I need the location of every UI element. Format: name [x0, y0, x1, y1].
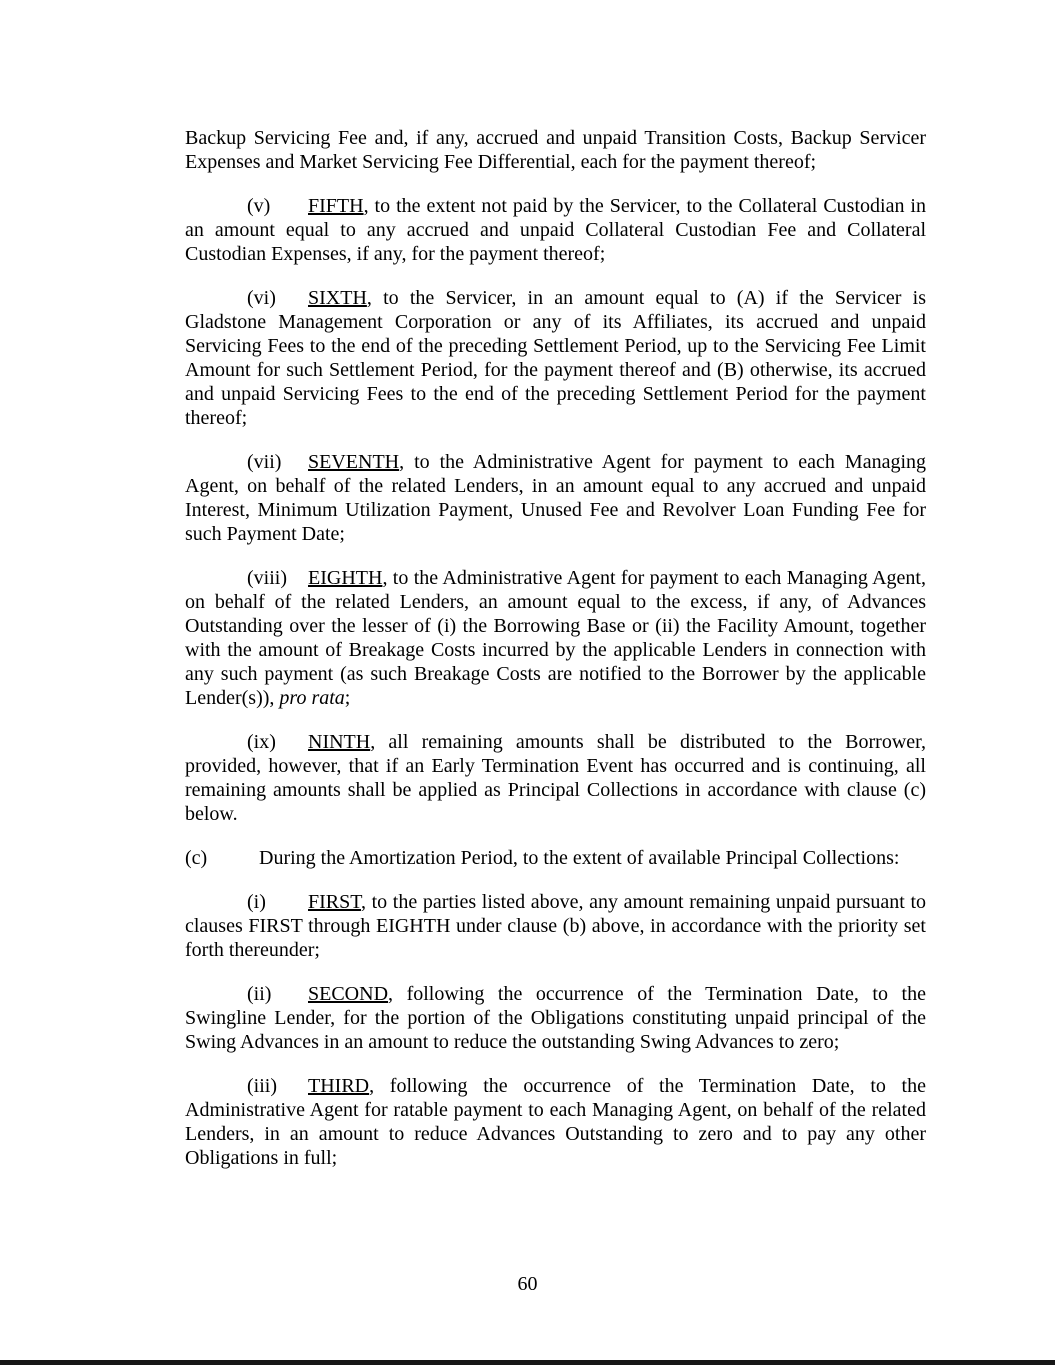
item-term: FIRST — [308, 891, 361, 913]
item-text: , to the extent not paid by the Servicer, to the Collateral Custodian in an amount equal to any accrued and unpaid Collateral Custodian Fee and Collateral Custodian Expenses, if any, for the payment thereof; — [185, 195, 926, 265]
item-text: , to the Servicer, in an amount equal to (A) if the Servicer is Gladstone Management Corporation or any of its Affiliates, its accrued and unpaid Servicing Fees to the end of the preceding Settlement Period, up to the Servicing Fee Limit Amount for such Settlement Period, for the payment thereof and (B) otherwise, its accrued and unpaid Servicing Fees to the end of the preceding Settlement Period for the payment thereof; — [185, 287, 926, 429]
item-label: (v) — [247, 195, 271, 217]
paragraph-item-ii — [185, 982, 926, 1054]
item-text-italic: pro rata — [279, 687, 345, 709]
item-text: , following the occurrence of the Termination Date, to the Administrative Agent for ratable payment to each Managing Agent, on behalf of the related Lenders, in an amount to reduce Advances Outstanding to zero and to pay any other Obligations in full; — [185, 1075, 926, 1169]
paragraph-continuation — [185, 126, 926, 174]
item-text: , to the parties listed above, any amount remaining unpaid pursuant to clauses FIRST through EIGHTH under clause (b) above, in accordance with the priority set forth thereunder; — [185, 891, 926, 961]
clause-text: During the Amortization Period, to the extent of available Principal Collections: — [259, 847, 900, 869]
item-text: , to the Administrative Agent for payment to each Managing Agent, on behalf of the related Lenders, an amount equal to the excess, if any, of Advances Outstanding over the lesser of (i) the Borrowing Base or (ii) the Facility Amount, together with the amount of Breakage Costs incurred by the applicable Lenders in connection with any such payment (as such Breakage Costs are notified to the Borrower by the applicable Lender(s)), — [185, 567, 926, 709]
item-term: SECOND — [308, 983, 389, 1005]
item-label: (iii) — [247, 1075, 277, 1097]
paragraph-item-i — [185, 890, 926, 962]
item-term: EIGHTH — [308, 567, 383, 589]
item-text: , following the occurrence of the Termination Date, to the Swingline Lender, for the portion of the Obligations constituting unpaid principal of the Swing Advances in an amount to reduce the outstanding Swing Advances to zero; — [185, 983, 926, 1053]
item-label: (ii) — [247, 983, 272, 1005]
paragraph-text: Backup Servicing Fee and, if any, accrued and unpaid Transition Costs, Backup Servicer Expenses and Market Servicing Fee Differential, each for the payment thereof; — [185, 127, 926, 173]
page-number: 60 — [517, 1273, 538, 1295]
item-label: (viii) — [247, 567, 287, 589]
item-label: (i) — [247, 891, 266, 913]
item-label: (vi) — [247, 287, 276, 309]
item-text: , all remaining amounts shall be distributed to the Borrower, provided, however, that if an Early Termination Event has occurred and is continuing, all remaining amounts shall be applied as Principal Collections in accordance with clause (c) below. — [185, 731, 926, 825]
page-bottom-edge — [0, 1360, 1055, 1365]
item-text-suffix: ; — [344, 687, 351, 709]
item-term: FIFTH — [308, 195, 364, 217]
paragraph-item-ix — [185, 730, 926, 826]
clause-label: (c) — [185, 847, 208, 869]
item-term: SIXTH — [308, 287, 367, 309]
item-term: NINTH — [308, 731, 371, 753]
paragraph-clause-c — [185, 846, 926, 870]
paragraph-item-vii — [185, 450, 926, 546]
item-label: (ix) — [247, 731, 276, 753]
item-term: THIRD — [308, 1075, 370, 1097]
paragraph-item-iii — [185, 1074, 926, 1170]
item-term: SEVENTH — [308, 451, 400, 473]
paragraph-item-viii — [185, 566, 926, 710]
item-label: (vii) — [247, 451, 282, 473]
item-text: , to the Administrative Agent for payment to each Managing Agent, on behalf of the related Lenders, in an amount equal to any accrued and unpaid Interest, Minimum Utilization Payment, Unused Fee and Revolver Loan Funding Fee for such Payment Date; — [185, 451, 926, 545]
document-body — [185, 126, 926, 1190]
paragraph-item-vi — [185, 286, 926, 430]
paragraph-item-v — [185, 194, 926, 266]
